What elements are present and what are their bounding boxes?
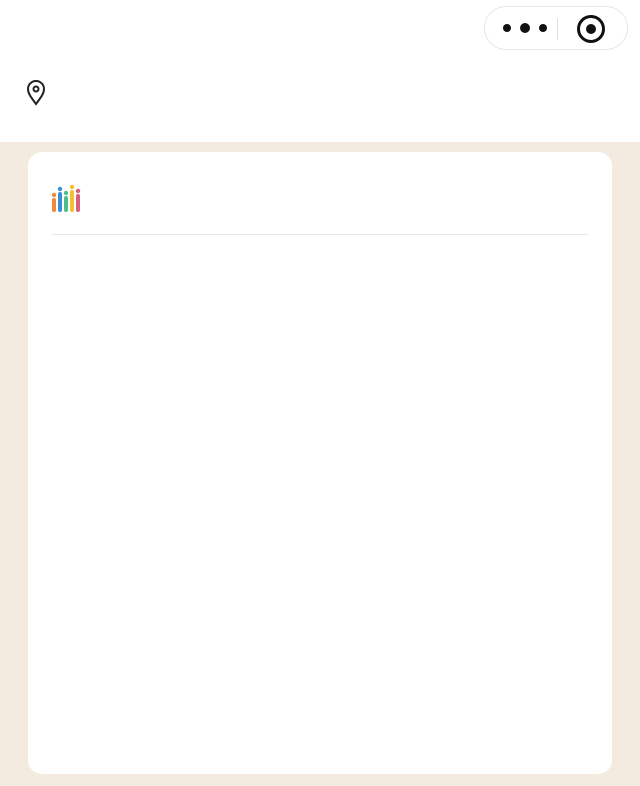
close-target-icon[interactable] bbox=[577, 15, 605, 43]
more-icon[interactable] bbox=[503, 21, 549, 35]
daily-forecast-card bbox=[28, 152, 612, 774]
station-row bbox=[14, 78, 46, 108]
capsule-divider bbox=[557, 18, 558, 40]
temperature-chart bbox=[28, 152, 612, 774]
location-pin-icon[interactable] bbox=[26, 80, 46, 106]
top-bar bbox=[0, 0, 640, 56]
mini-program-capsule bbox=[484, 6, 628, 50]
